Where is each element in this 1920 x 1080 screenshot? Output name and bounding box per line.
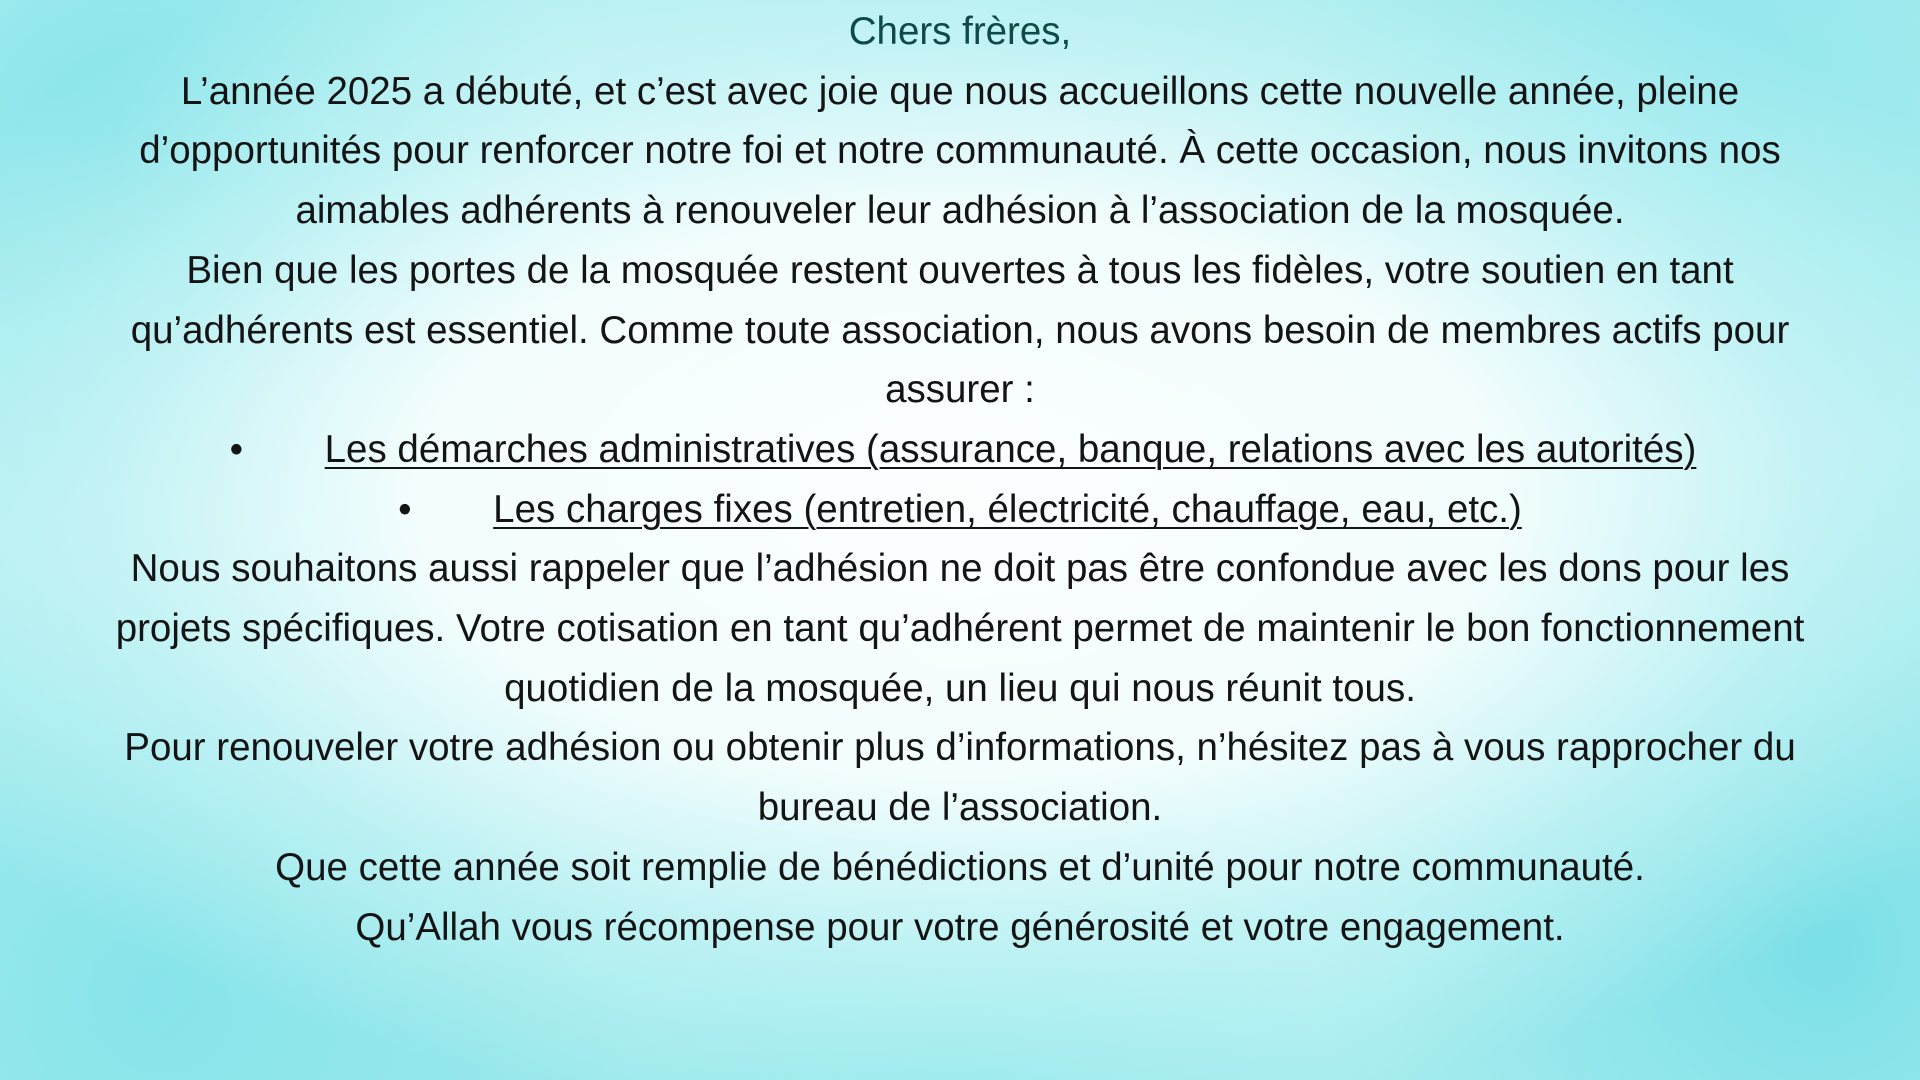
closing — [0, 838, 1920, 957]
paragraph-line: Nous souhaitons aussi rappeler que l’adhésion ne doit pas être confondue avec les dons pour les — [130, 547, 1790, 591]
closing-line: Que cette année soit remplie de bénédictions et d’unité pour notre communauté. — [275, 845, 1645, 889]
bullet-icon: • — [229, 427, 244, 471]
paragraph-membership — [0, 539, 1920, 718]
closing-line: Qu’Allah vous récompense pour votre générosité et votre engagement. — [355, 905, 1565, 949]
paragraph-line: d’opportunités pour renforcer notre foi et notre communauté. À cette occasion, nous invitons nos — [139, 129, 1781, 173]
paragraph-line: quotidien de la mosquée, un lieu qui nous réunit tous. — [504, 666, 1416, 710]
paragraph-line: aimables adhérents à renouveler leur adhésion à l’association de la mosquée. — [295, 189, 1625, 233]
paragraph-line: assurer : — [885, 368, 1035, 412]
paragraph-line: Bien que les portes de la mosquée restent ouvertes à tous les fidèles, votre soutien en tant — [186, 248, 1734, 292]
list-item — [0, 480, 1920, 540]
paragraph-line: bureau de l’association. — [757, 786, 1163, 830]
bullet-text: Les charges fixes (entretien, électricité, chauffage, eau, etc.) — [493, 487, 1522, 531]
greeting: Chers frères, — [848, 10, 1072, 53]
paragraph-line: projets spécifiques. Votre cotisation en tant qu’adhérent permet de maintenir le bon fonctionnement — [115, 607, 1805, 651]
paragraph-line: qu’adhérents est essentiel. Comme toute association, nous avons besoin de membres actifs pour — [130, 308, 1790, 352]
list-item — [0, 420, 1920, 480]
paragraph-support — [0, 241, 1920, 420]
paragraph-line: L’année 2025 a débuté, et c’est avec joie que nous accueillons cette nouvelle année, pleine — [180, 69, 1740, 113]
bullet-list — [0, 420, 1920, 539]
paragraph-new-year — [0, 62, 1920, 241]
paragraph-contact — [0, 718, 1920, 837]
bullet-text: Les démarches administratives (assurance, banque, relations avec les autorités) — [324, 427, 1697, 471]
bullet-icon: • — [398, 487, 412, 531]
letter-body — [0, 2, 1920, 957]
paragraph-line: Pour renouveler votre adhésion ou obtenir plus d’informations, n’hésitez pas à vous rapprocher du — [124, 726, 1796, 770]
